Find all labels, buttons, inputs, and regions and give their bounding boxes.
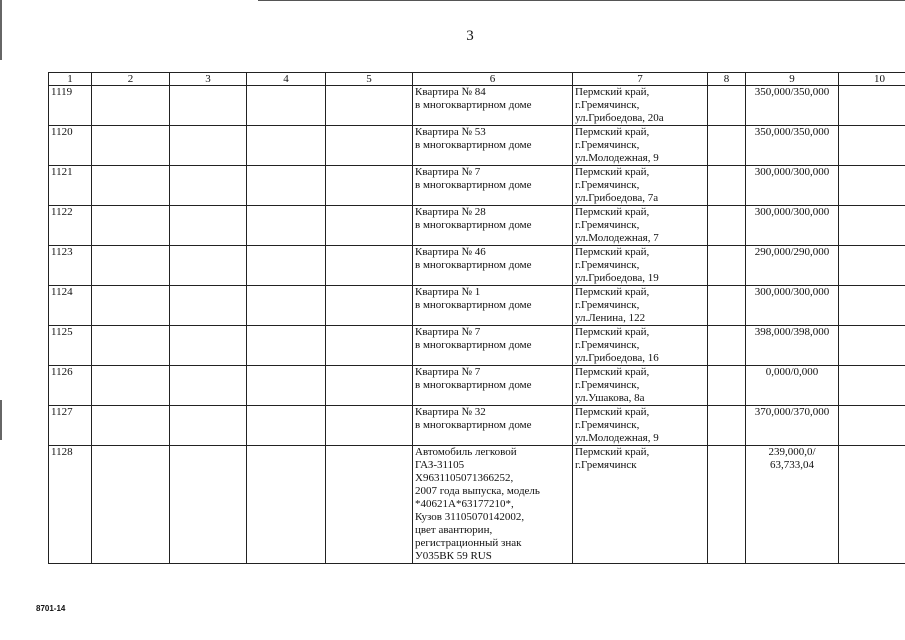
table-row — [49, 286, 905, 326]
property-registry-table — [48, 72, 905, 564]
empty-cell — [326, 446, 413, 564]
table-row — [49, 166, 905, 206]
empty-cell — [247, 206, 326, 246]
column-header: 1 — [49, 73, 92, 86]
empty-cell — [326, 326, 413, 366]
empty-cell — [247, 166, 326, 206]
empty-cell — [839, 246, 905, 286]
address-cell: Пермский край, г.Гремячинск, ул.Грибоедова, 7а — [573, 166, 708, 206]
row-number-cell: 1124 — [49, 286, 92, 326]
table-row — [49, 446, 905, 564]
empty-cell — [92, 206, 170, 246]
row-number-cell: 1122 — [49, 206, 92, 246]
description-cell: Квартира № 7 в многоквартирном доме — [413, 166, 573, 206]
empty-cell — [708, 86, 746, 126]
empty-cell — [92, 246, 170, 286]
address-cell: Пермский край, г.Гремячинск, ул.Молодежная, 9 — [573, 406, 708, 446]
column-header: 3 — [170, 73, 247, 86]
empty-cell — [92, 446, 170, 564]
value-cell: 350,000/350,000 — [746, 126, 839, 166]
empty-cell — [326, 126, 413, 166]
empty-cell — [92, 86, 170, 126]
description-cell: Квартира № 32 в многоквартирном доме — [413, 406, 573, 446]
empty-cell — [839, 446, 905, 564]
empty-cell — [92, 406, 170, 446]
row-number-cell: 1125 — [49, 326, 92, 366]
table-row — [49, 366, 905, 406]
column-header: 8 — [708, 73, 746, 86]
address-cell: Пермский край, г.Гремячинск, ул.Грибоедова, 20а — [573, 86, 708, 126]
empty-cell — [247, 446, 326, 564]
empty-cell — [708, 286, 746, 326]
description-cell: Автомобиль легковой ГАЗ-31105 X9631105071366252, 2007 года выпуска, модель *40621А*63177210*, Кузов 31105070142002, цвет авантюрин, регистрационный знак У035ВК 59 RUS — [413, 446, 573, 564]
empty-cell — [839, 326, 905, 366]
column-header: 4 — [247, 73, 326, 86]
empty-cell — [247, 406, 326, 446]
empty-cell — [839, 126, 905, 166]
empty-cell — [326, 286, 413, 326]
description-cell: Квартира № 46 в многоквартирном доме — [413, 246, 573, 286]
empty-cell — [708, 206, 746, 246]
empty-cell — [92, 126, 170, 166]
empty-cell — [839, 166, 905, 206]
column-header: 9 — [746, 73, 839, 86]
empty-cell — [170, 126, 247, 166]
table-row — [49, 246, 905, 286]
value-cell: 300,000/300,000 — [746, 166, 839, 206]
scan-top-edge-line — [258, 0, 905, 1]
empty-cell — [170, 86, 247, 126]
value-cell: 239,000,0/ 63,733,04 — [746, 446, 839, 564]
empty-cell — [92, 286, 170, 326]
value-cell: 350,000/350,000 — [746, 86, 839, 126]
table-row — [49, 86, 905, 126]
empty-cell — [170, 366, 247, 406]
empty-cell — [170, 166, 247, 206]
empty-cell — [170, 446, 247, 564]
scan-left-edge-mark — [0, 0, 2, 60]
empty-cell — [326, 206, 413, 246]
row-number-cell: 1123 — [49, 246, 92, 286]
empty-cell — [839, 86, 905, 126]
empty-cell — [170, 246, 247, 286]
empty-cell — [839, 406, 905, 446]
empty-cell — [839, 366, 905, 406]
empty-cell — [708, 446, 746, 564]
value-cell: 300,000/300,000 — [746, 286, 839, 326]
empty-cell — [92, 326, 170, 366]
row-number-cell: 1128 — [49, 446, 92, 564]
scan-left-edge-mark — [0, 400, 2, 440]
address-cell: Пермский край, г.Гремячинск, ул.Ушакова, 8а — [573, 366, 708, 406]
address-cell: Пермский край, г.Гремячинск, ул.Грибоедова, 19 — [573, 246, 708, 286]
description-cell: Квартира № 53 в многоквартирном доме — [413, 126, 573, 166]
empty-cell — [247, 366, 326, 406]
empty-cell — [92, 366, 170, 406]
empty-cell — [708, 126, 746, 166]
description-cell: Квартира № 28 в многоквартирном доме — [413, 206, 573, 246]
empty-cell — [708, 366, 746, 406]
address-cell: Пермский край, г.Гремячинск, ул.Молодежная, 9 — [573, 126, 708, 166]
value-cell: 0,000/0,000 — [746, 366, 839, 406]
address-cell: Пермский край, г.Гремячинск — [573, 446, 708, 564]
value-cell: 300,000/300,000 — [746, 206, 839, 246]
description-cell: Квартира № 7 в многоквартирном доме — [413, 366, 573, 406]
address-cell: Пермский край, г.Гремячинск, ул.Молодежная, 7 — [573, 206, 708, 246]
description-cell: Квартира № 7 в многоквартирном доме — [413, 326, 573, 366]
table-row — [49, 406, 905, 446]
row-number-cell: 1126 — [49, 366, 92, 406]
empty-cell — [170, 406, 247, 446]
empty-cell — [92, 166, 170, 206]
value-cell: 370,000/370,000 — [746, 406, 839, 446]
document-code: 8701-14 — [36, 604, 66, 613]
column-header: 2 — [92, 73, 170, 86]
empty-cell — [170, 286, 247, 326]
table-row — [49, 206, 905, 246]
empty-cell — [839, 286, 905, 326]
value-cell: 398,000/398,000 — [746, 326, 839, 366]
address-cell: Пермский край, г.Гремячинск, ул.Грибоедова, 16 — [573, 326, 708, 366]
empty-cell — [708, 166, 746, 206]
description-cell: Квартира № 1 в многоквартирном доме — [413, 286, 573, 326]
description-cell: Квартира № 84 в многоквартирном доме — [413, 86, 573, 126]
row-number-cell: 1120 — [49, 126, 92, 166]
empty-cell — [708, 326, 746, 366]
empty-cell — [247, 126, 326, 166]
empty-cell — [326, 246, 413, 286]
empty-cell — [326, 366, 413, 406]
column-header: 7 — [573, 73, 708, 86]
empty-cell — [170, 326, 247, 366]
row-number-cell: 1119 — [49, 86, 92, 126]
empty-cell — [708, 246, 746, 286]
row-number-cell: 1121 — [49, 166, 92, 206]
table-row — [49, 326, 905, 366]
empty-cell — [326, 166, 413, 206]
empty-cell — [839, 206, 905, 246]
column-header: 6 — [413, 73, 573, 86]
table-header-row — [49, 73, 905, 86]
empty-cell — [247, 86, 326, 126]
empty-cell — [326, 86, 413, 126]
address-cell: Пермский край, г.Гремячинск, ул.Ленина, 122 — [573, 286, 708, 326]
value-cell: 290,000/290,000 — [746, 246, 839, 286]
empty-cell — [247, 286, 326, 326]
column-header: 10 — [839, 73, 905, 86]
empty-cell — [708, 406, 746, 446]
page-number: 3 — [466, 28, 474, 44]
empty-cell — [170, 206, 247, 246]
empty-cell — [247, 246, 326, 286]
empty-cell — [247, 326, 326, 366]
column-header: 5 — [326, 73, 413, 86]
table-row — [49, 126, 905, 166]
empty-cell — [326, 406, 413, 446]
row-number-cell: 1127 — [49, 406, 92, 446]
